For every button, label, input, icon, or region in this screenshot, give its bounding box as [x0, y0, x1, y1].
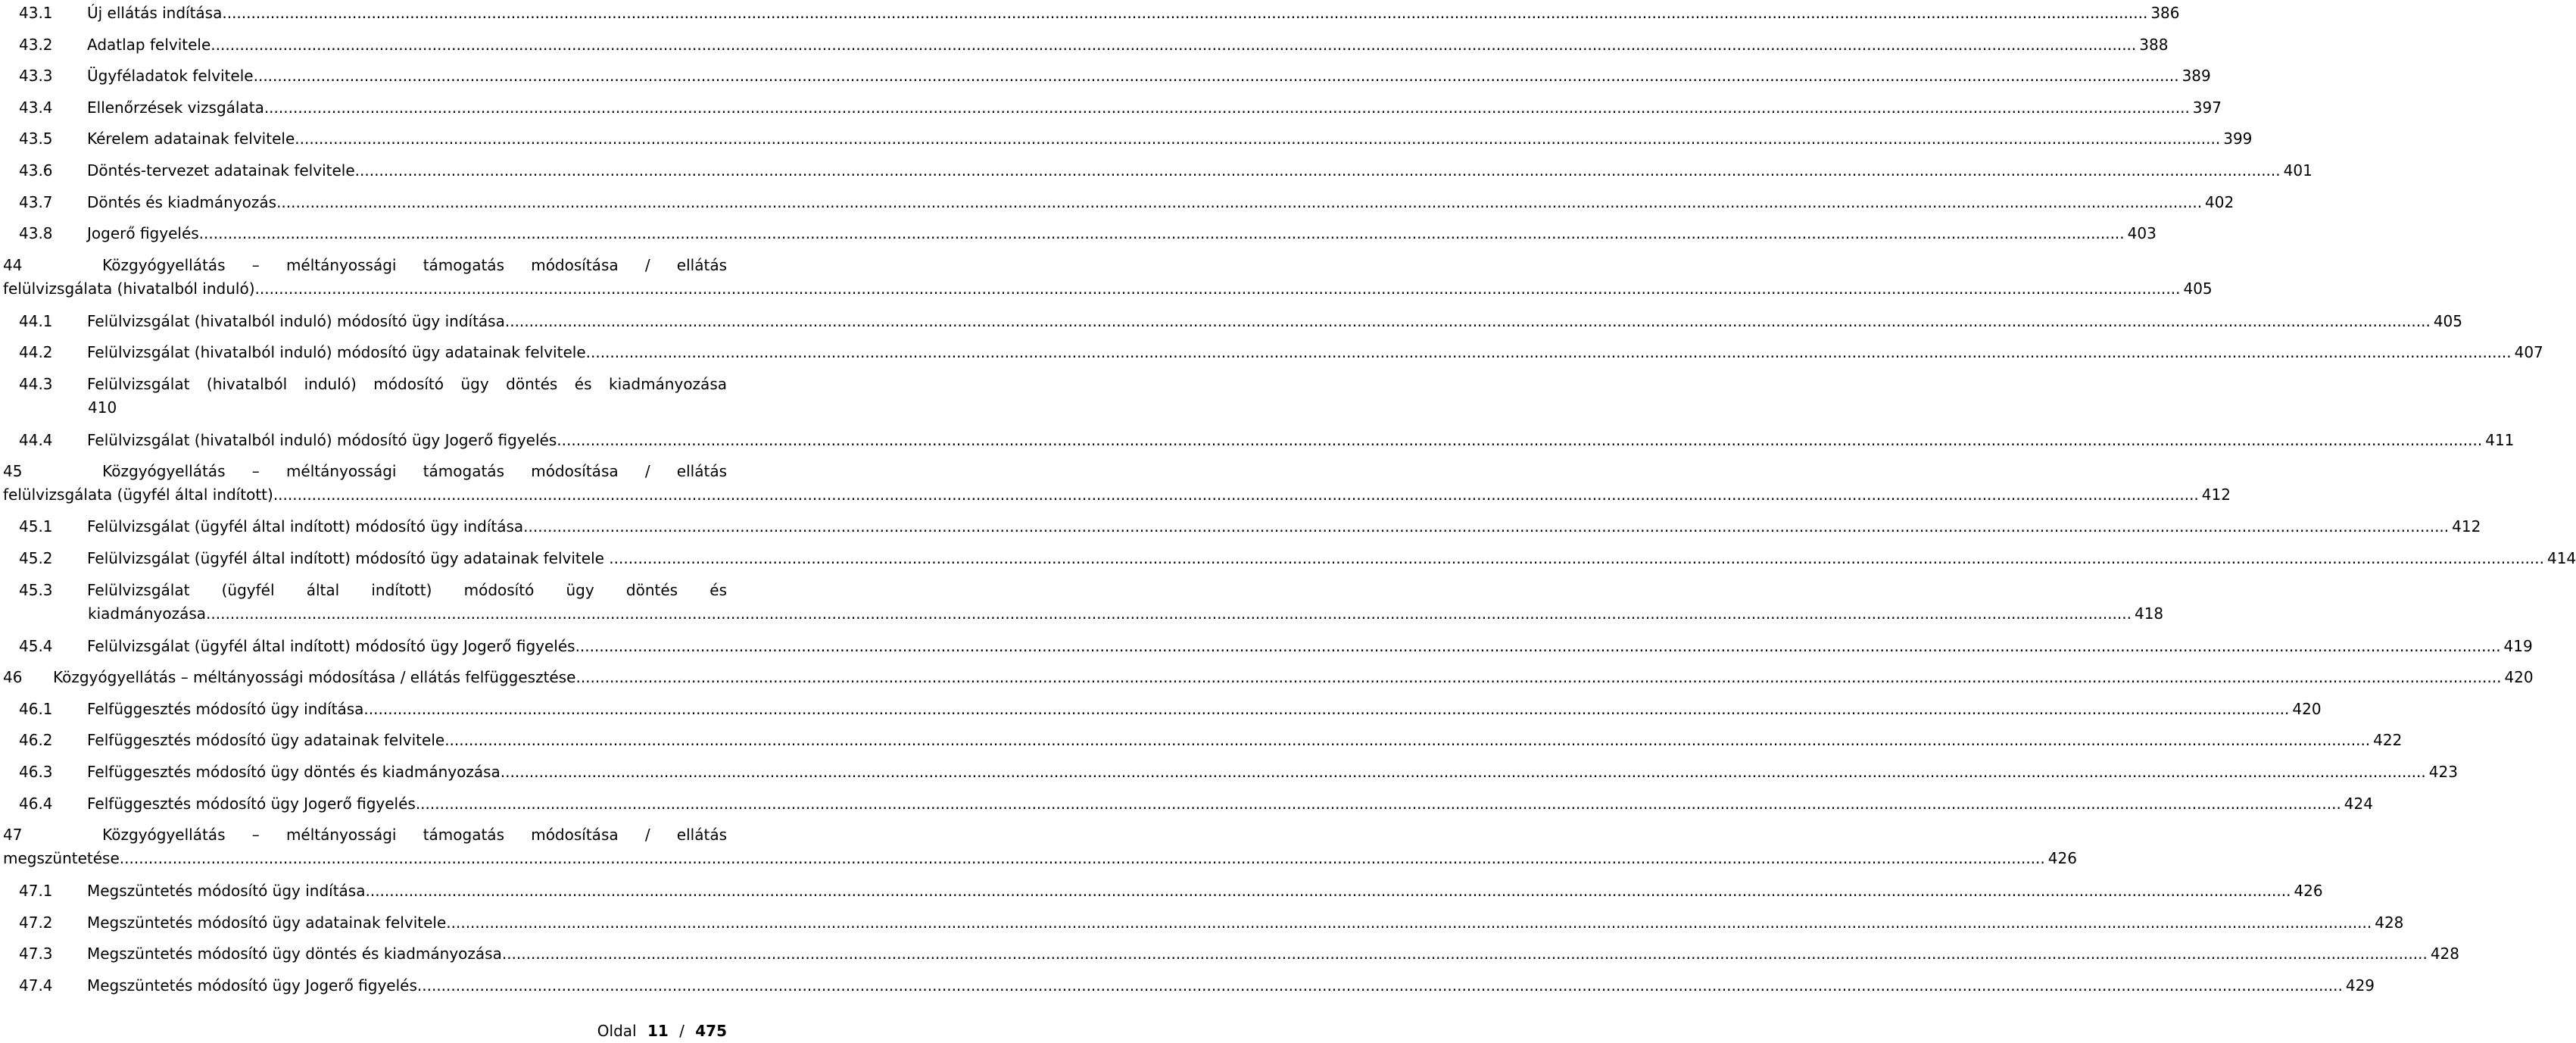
- toc-entry-number: 46.2: [19, 731, 53, 749]
- toc-entry[interactable]: [19, 635, 2533, 657]
- toc-entry-title: Felülvizsgálat (hivatalból induló) módosító ügy adatainak felvitele: [87, 343, 586, 361]
- toc-entry-page: 420: [2504, 668, 2534, 686]
- toc-entry-continuation[interactable]: [3, 483, 2231, 506]
- dot-leader: ................................................................................................................................................................................................................................................................................................................................................................................................................: [585, 343, 2512, 361]
- toc-entry-continuation[interactable]: [88, 396, 727, 419]
- toc-entry-number: 44: [3, 256, 23, 274]
- dot-leader: ................................................................................................................................................................................................................................................................................................................................................................................................................: [354, 161, 2281, 180]
- dot-leader: ................................................................................................................................................................................................................................................................................................................................................................................................................: [276, 193, 2203, 211]
- toc-entry[interactable]: [19, 698, 2322, 720]
- toc-entry-line[interactable]: [3, 460, 727, 482]
- dot-leader: ................................................................................................................................................................................................................................................................................................................................................................................................................: [273, 486, 2199, 504]
- toc-entry-number: 47.3: [19, 945, 53, 963]
- toc-entry-page: 407: [2514, 343, 2543, 361]
- toc-entry-number: 43.3: [19, 67, 53, 85]
- toc-entry-title: Kérelem adatainak felvitele: [87, 130, 295, 148]
- toc-entry-number: 43.8: [19, 224, 53, 242]
- toc-entry-number: 44.2: [19, 343, 53, 361]
- dot-leader: ................................................................................................................................................................................................................................................................................................................................................................................................................: [500, 763, 2426, 781]
- toc-entry-title: Közgyógyellátás – méltányossági támogatás módosítása / ellátás: [102, 256, 727, 274]
- dot-leader: ................................................................................................................................................................................................................................................................................................................................................................................................................: [365, 882, 2291, 900]
- toc-entry-number: 47.4: [19, 976, 53, 995]
- toc-entry[interactable]: [19, 2, 2180, 24]
- dot-leader: ................................................................................................................................................................................................................................................................................................................................................................................................................: [575, 668, 2502, 686]
- toc-entry[interactable]: [19, 222, 2157, 245]
- toc-entry-number: 45.2: [19, 549, 53, 567]
- dot-leader: ................................................................................................................................................................................................................................................................................................................................................................................................................: [253, 67, 2179, 85]
- toc-entry-page: 405: [2433, 312, 2463, 330]
- toc-entry[interactable]: [19, 942, 2459, 965]
- toc-entry-line[interactable]: [19, 579, 727, 601]
- toc-entry-number: 43.4: [19, 98, 53, 117]
- toc-entry[interactable]: [19, 64, 2211, 87]
- toc-entry-title: Megszüntetés módosító ügy döntés és kiadmányozása: [87, 945, 502, 963]
- toc-entry-continuation[interactable]: [88, 602, 2164, 625]
- total-page-count: 475: [695, 1022, 727, 1040]
- toc-entry-number: 44.4: [19, 431, 53, 449]
- toc-entry-title: Felfüggesztés módosító ügy adatainak felvitele: [87, 731, 445, 749]
- toc-entry-number: 45: [3, 462, 23, 480]
- dot-leader: ................................................................................................................................................................................................................................................................................................................................................................................................................: [416, 976, 2343, 995]
- toc-entry[interactable]: [19, 159, 2312, 182]
- toc-entry-title: 410: [88, 398, 117, 417]
- toc-entry-title: Közgyógyellátás – méltányossági támogatás módosítása / ellátás: [102, 826, 727, 844]
- toc-entry-page: 401: [2283, 161, 2312, 180]
- current-page-number: 11: [647, 1022, 669, 1040]
- toc-entry-page: 414: [2546, 549, 2576, 567]
- toc-entry-title: Ellenőrzések vizsgálata: [87, 98, 264, 117]
- toc-entry-page: 399: [2223, 130, 2253, 148]
- toc-entry-number: 43.5: [19, 130, 53, 148]
- toc-entry-title: Közgyógyellátás – méltányossági módosítása / ellátás felfüggesztése: [53, 668, 576, 686]
- dot-leader: ................................................................................................................................................................................................................................................................................................................................................................................................................: [501, 945, 2428, 963]
- dot-leader: ................................................................................................................................................................................................................................................................................................................................................................................................................: [198, 224, 2125, 242]
- toc-entry[interactable]: [19, 191, 2235, 214]
- toc-entry-title: [3, 823, 727, 846]
- toc-entry-page: 428: [2375, 913, 2404, 932]
- page-footer: [597, 1020, 727, 1042]
- toc-entry-line[interactable]: [3, 823, 727, 846]
- toc-entry[interactable]: [19, 547, 2576, 570]
- toc-entry-number: 43.1: [19, 4, 53, 22]
- toc-entry-line[interactable]: [19, 373, 727, 395]
- toc-entry-page: 405: [2183, 279, 2213, 298]
- toc-entry-title: Felülvizsgálat (hivatalból induló) módosító ügy Jogerő figyelés: [87, 431, 557, 449]
- toc-entry-title: Felülvizsgálat (hivatalból induló) módosító ügy döntés és kiadmányozása: [87, 375, 727, 393]
- dot-leader: ................................................................................................................................................................................................................................................................................................................................................................................................................: [295, 130, 2221, 148]
- toc-entry-title: [19, 373, 727, 395]
- toc-entry-page: 428: [2430, 945, 2459, 963]
- toc-entry-title: Ügyféladatok felvitele: [87, 67, 254, 85]
- toc-entry-number: 47.2: [19, 913, 53, 932]
- footer-label: Oldal: [597, 1022, 637, 1040]
- toc-entry-number: 43.7: [19, 193, 53, 211]
- toc-entry-title: Megszüntetés módosító ügy adatainak felvitele: [87, 913, 447, 932]
- toc-entry-number: 47.1: [19, 882, 53, 900]
- toc-entry-page: 419: [2503, 637, 2533, 655]
- toc-entry-page: 418: [2134, 604, 2164, 623]
- dot-leader: ................................................................................................................................................................................................................................................................................................................................................................................................................: [523, 517, 2450, 536]
- toc-entry-number: 43.2: [19, 36, 53, 54]
- toc-entry-number: 43.6: [19, 161, 53, 180]
- toc-entry-title: Felülvizsgálat (ügyfél által indított) módosító ügy indítása: [87, 517, 524, 536]
- toc-entry-title: [3, 460, 727, 482]
- toc-entry-page: 411: [2485, 431, 2515, 449]
- toc-entry[interactable]: [19, 974, 2375, 997]
- toc-entry-title: [19, 579, 727, 601]
- toc-entry[interactable]: [19, 96, 2222, 119]
- toc-entry-page: 389: [2181, 67, 2211, 85]
- toc-entry-title: felülvizsgálata (ügyfél által indított): [3, 486, 273, 504]
- toc-entry-title: Közgyógyellátás – méltányossági támogatás módosítása / ellátás: [102, 462, 727, 480]
- toc-entry-number: 45.4: [19, 637, 53, 655]
- toc-entry[interactable]: [19, 341, 2543, 364]
- toc-entry-title: [3, 254, 727, 276]
- toc-entry-title: Jogerő figyelés: [87, 224, 199, 242]
- toc-entry[interactable]: [19, 911, 2404, 934]
- toc-entry-title: Felfüggesztés módosító ügy Jogerő figyelés: [87, 795, 416, 813]
- toc-entry-title: Felülvizsgálat (ügyfél által indított) módosító ügy Jogerő figyelés: [87, 637, 575, 655]
- toc-entry-continuation[interactable]: [3, 847, 2077, 870]
- toc-entry[interactable]: [19, 310, 2463, 333]
- toc-entry-title: Felfüggesztés módosító ügy döntés és kiadmányozása: [87, 763, 501, 781]
- dot-leader: ................................................................................................................................................................................................................................................................................................................................................................................................................: [619, 549, 2544, 567]
- toc-entry[interactable]: [3, 666, 2534, 689]
- toc-entry[interactable]: [19, 792, 2373, 815]
- toc-entry-number: 46.4: [19, 795, 53, 813]
- dot-leader: ................................................................................................................................................................................................................................................................................................................................................................................................................: [446, 913, 2372, 932]
- dot-leader: ................................................................................................................................................................................................................................................................................................................................................................................................................: [415, 795, 2341, 813]
- toc-entry-page: 402: [2205, 193, 2235, 211]
- dot-leader: ................................................................................................................................................................................................................................................................................................................................................................................................................: [254, 279, 2181, 298]
- toc-entry-title: Új ellátás indítása: [87, 4, 223, 22]
- toc-entry-page: 426: [2047, 849, 2077, 867]
- toc-entry-number: 46.3: [19, 763, 53, 781]
- toc-entry-page: 426: [2294, 882, 2323, 900]
- toc-entry-page: 403: [2127, 224, 2157, 242]
- toc-entry-number: 46.1: [19, 700, 53, 718]
- toc-entry-title: Megszüntetés módosító ügy Jogerő figyelés: [87, 976, 417, 995]
- toc-entry-number: 44.3: [19, 375, 53, 393]
- toc-entry-title: Felfüggesztés módosító ügy indítása: [87, 700, 364, 718]
- toc-entry-title: Megszüntetés módosító ügy indítása: [87, 882, 366, 900]
- toc-entry[interactable]: [19, 127, 2253, 150]
- toc-entry-title: Adatlap felvitele: [87, 36, 211, 54]
- toc-entry-title: Döntés és kiadmányozás: [87, 193, 277, 211]
- dot-leader: ................................................................................................................................................................................................................................................................................................................................................................................................................: [363, 700, 2290, 718]
- toc-entry-title: kiadmányozása: [88, 604, 207, 623]
- toc-entry-page: 412: [2201, 486, 2231, 504]
- toc-entry-title: Felülvizsgálat (ügyfél által indított) módosító ügy adatainak felvitele ..: [87, 549, 619, 567]
- toc-entry[interactable]: [19, 879, 2323, 902]
- toc-entry-title: Felülvizsgálat (ügyfél által indított) módosító ügy döntés és: [87, 581, 727, 599]
- toc-entry[interactable]: [19, 33, 2169, 56]
- dot-leader: ................................................................................................................................................................................................................................................................................................................................................................................................................: [211, 36, 2137, 54]
- dot-leader: ................................................................................................................................................................................................................................................................................................................................................................................................................: [444, 731, 2371, 749]
- toc-entry-number: 44.1: [19, 312, 53, 330]
- toc-entry-title: megszüntetése: [3, 849, 120, 867]
- toc-entry-page: 397: [2192, 98, 2222, 117]
- toc-entry-page: 429: [2345, 976, 2375, 995]
- toc-entry-page: 420: [2292, 700, 2322, 718]
- toc-entry-page: 424: [2344, 795, 2373, 813]
- toc-entry[interactable]: [19, 729, 2403, 751]
- toc-entry-continuation[interactable]: [3, 277, 2213, 300]
- dot-leader: ................................................................................................................................................................................................................................................................................................................................................................................................................: [557, 431, 2483, 449]
- footer-separator: /: [679, 1022, 685, 1040]
- toc-entry-number: 47: [3, 826, 23, 844]
- dot-leader: ................................................................................................................................................................................................................................................................................................................................................................................................................: [119, 849, 2045, 867]
- toc-entry[interactable]: [19, 515, 2481, 538]
- toc-entry-page: 388: [2139, 36, 2169, 54]
- toc-entry[interactable]: [19, 760, 2458, 783]
- toc-entry-page: 412: [2452, 517, 2481, 536]
- dot-leader: ................................................................................................................................................................................................................................................................................................................................................................................................................: [206, 604, 2132, 623]
- toc-entry-title: Felülvizsgálat (hivatalból induló) módosító ügy indítása: [87, 312, 505, 330]
- dot-leader: ................................................................................................................................................................................................................................................................................................................................................................................................................: [575, 637, 2501, 655]
- dot-leader: ................................................................................................................................................................................................................................................................................................................................................................................................................: [264, 98, 2190, 117]
- toc-entry-page: 422: [2373, 731, 2403, 749]
- toc-entry-number: 45.3: [19, 581, 53, 599]
- toc-entry-number: 45.1: [19, 517, 53, 536]
- dot-leader: ................................................................................................................................................................................................................................................................................................................................................................................................................: [504, 312, 2431, 330]
- toc-entry-page: 386: [2150, 4, 2180, 22]
- toc-entry-number: 46: [3, 668, 23, 686]
- toc-entry-line[interactable]: [3, 254, 727, 276]
- toc-entry-page: 423: [2428, 763, 2458, 781]
- toc-entry[interactable]: [19, 429, 2515, 451]
- toc-entry-title: felülvizsgálata (hivatalból induló): [3, 279, 255, 298]
- dot-leader: ................................................................................................................................................................................................................................................................................................................................................................................................................: [222, 4, 2148, 22]
- toc-entry-title: Döntés-tervezet adatainak felvitele: [87, 161, 355, 180]
